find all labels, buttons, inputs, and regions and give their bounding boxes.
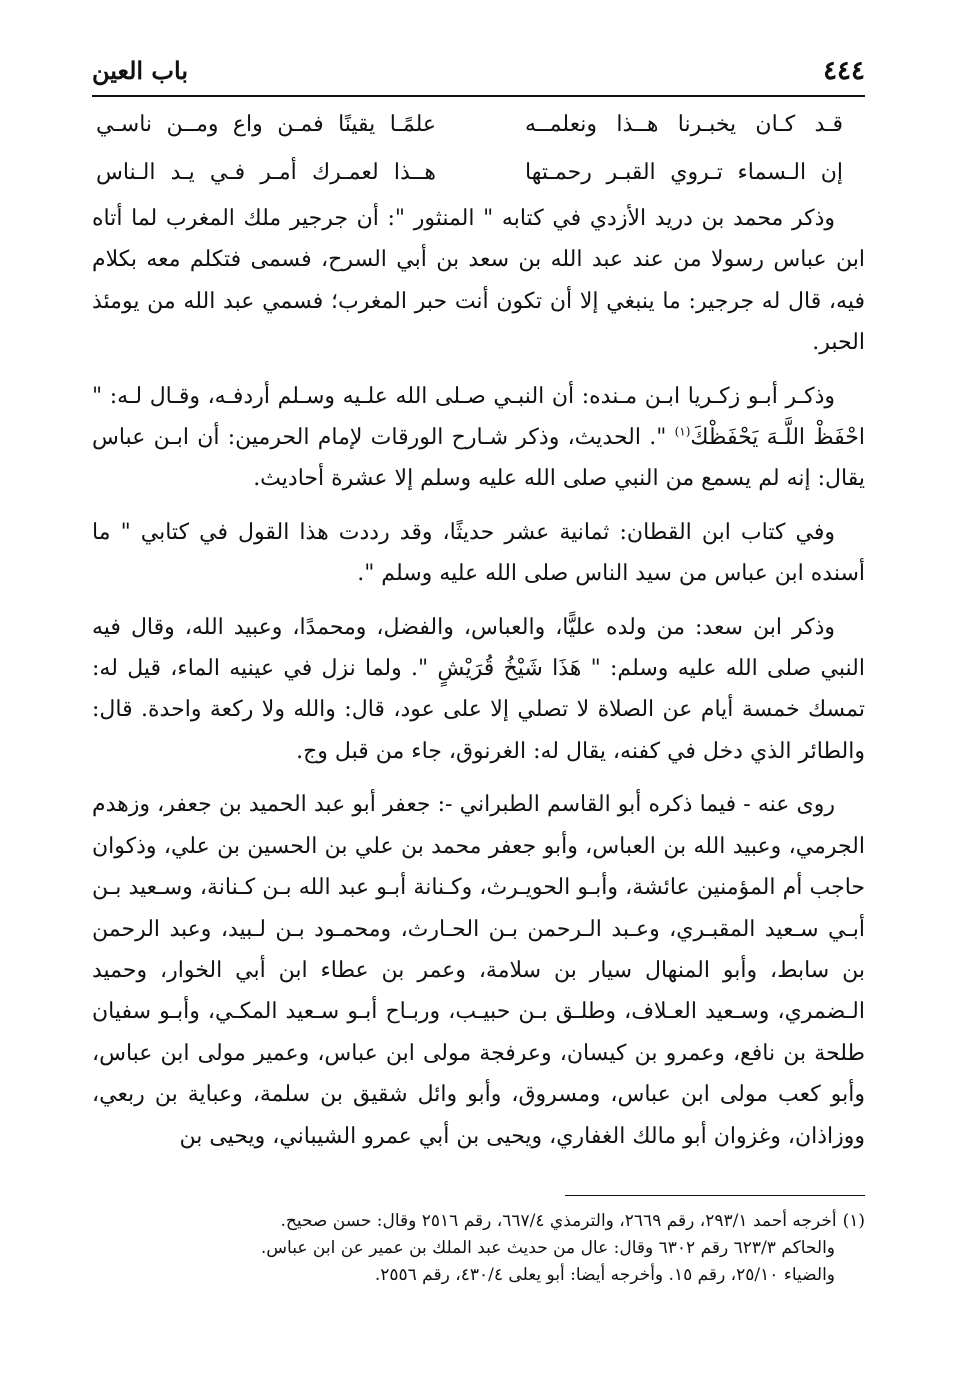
- paragraph: روى عنه - فيما ذكره أبو القاسم الطبراني -: جعفر أبو عبد الحميد بن جعفر، وزهدم الجرمي، وعبيد الله بن العباس، وأبو جعفر محمد بن علي بن الحسين بن علي، وذكوان حاجب أم المؤمنين عائشة، وأبـو الحويـرث، وكـنانة أبـو عبد الله بـن كـنانة، وسـعيد بـن أبـي سـعيد المقبـري، وعـبد الـرحمن بـن الحـارث، ومحمـود بـن لـبيد، وعبد الرحمن بن سابط، وأبو المنهال سيار بن سلامة، وعمر بن عطاء ابن أبي الخوار، وحميد الـضمري، وسـعيد العـلاف، وطلـق بـن حبيـب، وربـاح أبـو سـعيد المكـي، وأبـو سفيان طلحة بن نافع، وعمرو بن كيسان، وعرفجة مولى ابن عباس، وعمير مولى ابن عباس، وأبو كعب مولى ابن عباس، ومسروق، وأبو وائل شقيق بن سلمة، وعباية بن ربعي، ووزاذان، وغزوان أبو مالك الغفاري، ويحيى بن أبي عمرو الشيباني، ويحيى بن: [92, 792, 865, 1149]
- footnote: [92, 1208, 865, 1289]
- verse-hemistich-second: علمًـا يقينًا فمـن واع ومــن ناسـي: [96, 112, 436, 137]
- paragraph-text: وذكـر أبـو زكـريا ابـن مـنده: أن النبـي صـلى الله علـيه وسـلم أردفـه، وقـال لـه: " احْفَظْ اللَّـهَ يَحْفَظْكَ: [92, 383, 865, 451]
- verse-hemistich-second: هــذا لعمـرك أمـر فـي يـد الـناس: [96, 160, 436, 185]
- footnote-line: والضياء ٢٥/١٠، رقم ١٥. وأخرجه أيضا: أبو يعلى ٤٣٠/٤، رقم ٢٥٥٦.: [374, 1265, 835, 1285]
- verse-hemistich-first: إن الـسماء تـروي القبـر رحمـتها: [525, 160, 843, 185]
- page-number: ٤٤٤: [823, 56, 865, 86]
- verse-line: [96, 160, 843, 196]
- paragraph-text: ". الحديث، وذكر شـارح الورقات لإمام الحرمين: أن ابـن عباس يقال: إنه لم يسمع من النبي صلى الله عليه وسلم إلا عشرة أحاديث.: [92, 425, 865, 492]
- paragraph: [92, 376, 865, 500]
- footnote-line: والحاكم ٦٢٣/٣ رقم ٦٣٠٢ وقال: عال من حديث عبد الملك بن عمير عن ابن عباس.: [260, 1238, 835, 1258]
- footnote-text: أخرجه أحمد ٢٩٣/١، رقم ٢٦٦٩، والترمذي ٦٦٧/٤، رقم ٢٥١٦ وقال: حسن صحيح.: [280, 1211, 837, 1231]
- paragraph: وفي كتاب ابن القطان: ثمانية عشر حديثًا، وقد رددت هذا القول في كتابي " ما أسنده ابن عباس من سيد الناس صلى الله عليه وسلم ".: [92, 519, 865, 587]
- footnote-number: (١): [842, 1211, 865, 1231]
- verse-hemistich-first: قـد كـان يخبـرنا هــذا ونعلمــه: [525, 112, 843, 137]
- page-header: [92, 54, 865, 94]
- header-rule: [92, 95, 865, 97]
- chapter-title: باب العين: [92, 56, 189, 85]
- footnote-reference[interactable]: (١): [674, 424, 691, 439]
- footnote-line: [92, 1208, 865, 1235]
- verse-line: [96, 112, 843, 148]
- paragraph: وذكر محمد بن دريد الأزدي في كتابه " المنثور ": أن جرجير ملك المغرب لما أتاه ابن عباس رسولا من عند عبد الله بن سعد بن أبي السرح، فسمى فتكلم معه بكلام فيه، قال له جرجير: ما ينبغي إلا أن تكون أنت حبر المغرب؛ فسمي عبد الله من يومئذ الحبر.: [92, 206, 865, 356]
- main-text: [92, 198, 865, 1169]
- footnote-rule: [565, 1195, 865, 1196]
- paragraph: وذكر ابن سعد: من ولده عليًّا، والعباس، والفضل، ومحمدًا، وعبيد الله، وقال فيه النبي صلى الله عليه وسلم: " هَذَا شَيْخُ قُرَيْشٍ ". ولما نزل في عينيه الماء، قيل له: تمسك خمسة أيام عن الصلاة لا تصلي إلا على عود، قال: والله ولا ركعة واحدة. قال: والطائر الذي دخل في كفنه، يقال له: الغرنوق، جاء من قبل وج.: [92, 614, 865, 764]
